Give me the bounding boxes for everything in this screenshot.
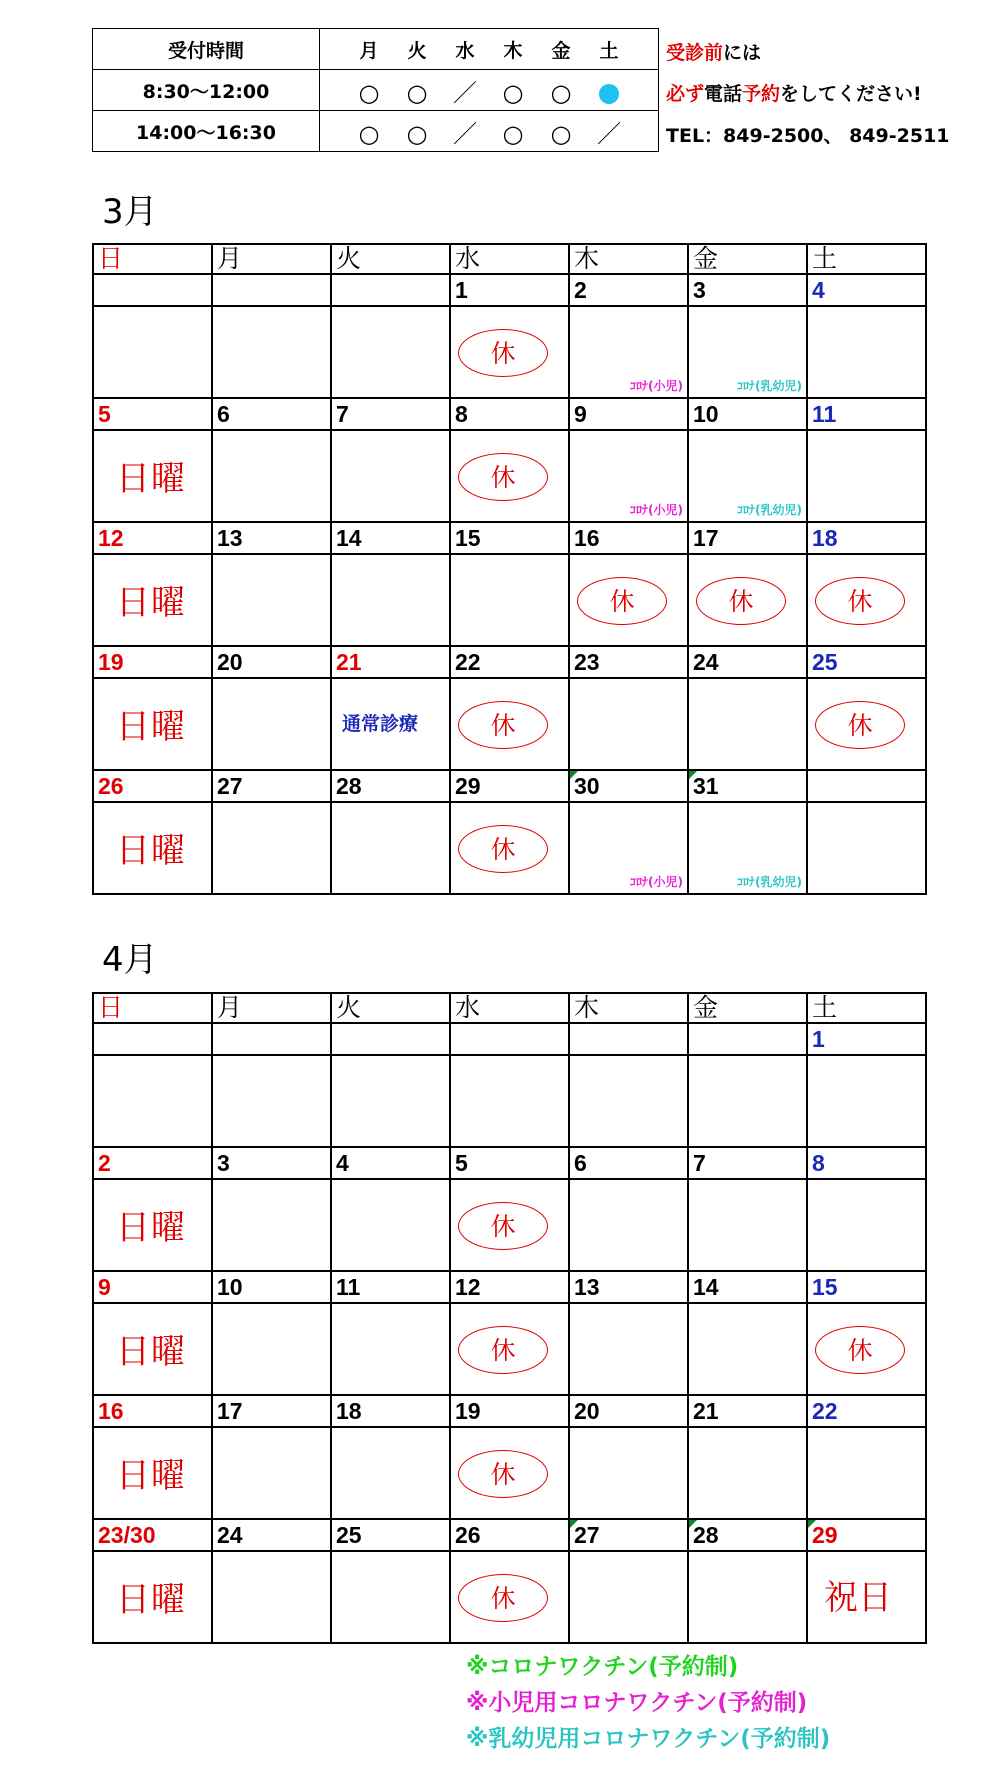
- weekday-header: 水: [450, 244, 569, 274]
- date-number: 1: [807, 1023, 926, 1055]
- sunday-label: 日曜: [116, 583, 186, 623]
- date-cell: [450, 1551, 569, 1643]
- closed-badge: 休: [696, 577, 786, 625]
- mark: ○: [358, 78, 380, 107]
- closed-badge: 休: [458, 825, 548, 873]
- date-number: 3: [688, 274, 807, 306]
- sunday-label: 日曜: [116, 1332, 186, 1372]
- date-cell: [93, 1427, 212, 1519]
- corona-child-label: ｺﾛﾅ(小児): [630, 379, 683, 393]
- date-number: 4: [807, 274, 926, 306]
- date-number: 18: [807, 522, 926, 554]
- date-cell: [688, 802, 807, 894]
- sunday-label: 日曜: [116, 1208, 186, 1248]
- date-number: 21: [688, 1395, 807, 1427]
- date-cell: [450, 554, 569, 646]
- sunday-label: 日曜: [116, 831, 186, 871]
- date-cell: [331, 554, 450, 646]
- date-cell: [93, 554, 212, 646]
- closed-badge: 休: [458, 1326, 548, 1374]
- date-cell: [688, 554, 807, 646]
- calendar-april: [92, 992, 927, 1644]
- date-number: 26: [93, 770, 212, 802]
- date-cell: [569, 1303, 688, 1395]
- mark: ／: [453, 119, 477, 148]
- date-number: 11: [331, 1271, 450, 1303]
- hours-afternoon-time: 14:00～16:30: [93, 111, 320, 152]
- date-cell: [331, 1427, 450, 1519]
- date-number: 19: [450, 1395, 569, 1427]
- date-cell: [212, 802, 331, 894]
- weekday-header: 土: [807, 244, 926, 274]
- date-number: 13: [569, 1271, 688, 1303]
- weekday-header: 火: [331, 244, 450, 274]
- date-number: [450, 1023, 569, 1055]
- date-number: 18: [331, 1395, 450, 1427]
- date-number: [212, 1023, 331, 1055]
- date-cell: [569, 1179, 688, 1271]
- date-cell: [93, 1303, 212, 1395]
- corona-infant-label: ｺﾛﾅ(乳幼児): [737, 875, 802, 889]
- weekday-header: 土: [807, 993, 926, 1023]
- date-cell: [569, 430, 688, 522]
- notice-segment: 予約: [742, 83, 781, 105]
- date-cell: [93, 1179, 212, 1271]
- date-number: 16: [569, 522, 688, 554]
- date-number: [331, 1023, 450, 1055]
- date-cell: [212, 306, 331, 398]
- date-number: 20: [212, 646, 331, 678]
- notice-segment: をしてください!: [780, 83, 922, 105]
- date-cell: [450, 1303, 569, 1395]
- weekday-header: 月: [212, 993, 331, 1023]
- weekday-header: 木: [569, 244, 688, 274]
- month-title-march: 3月: [102, 192, 158, 232]
- date-cell: [569, 802, 688, 894]
- date-number: 14: [331, 522, 450, 554]
- mark-dot: [585, 79, 633, 107]
- date-cell: [93, 430, 212, 522]
- closed-badge: 休: [458, 1450, 548, 1498]
- closed-badge: 休: [815, 577, 905, 625]
- notice-line-2: [666, 79, 922, 106]
- weekday-header: 金: [688, 244, 807, 274]
- date-number: 17: [688, 522, 807, 554]
- date-cell: [569, 554, 688, 646]
- notice-segment: 電話: [704, 83, 743, 105]
- date-cell: [450, 430, 569, 522]
- sunday-label: 日曜: [116, 707, 186, 747]
- comment-marker-icon: [570, 771, 578, 779]
- notice-line-1: [666, 38, 761, 65]
- date-number: 10: [212, 1271, 331, 1303]
- date-number: 23/30: [93, 1519, 212, 1551]
- date-cell: [450, 1055, 569, 1147]
- date-number: 15: [807, 1271, 926, 1303]
- cyan-dot-icon: [599, 84, 619, 104]
- date-number: 9: [93, 1271, 212, 1303]
- sunday-label: 日曜: [116, 459, 186, 499]
- hours-day-thu: 木: [503, 39, 523, 62]
- date-number: 28: [331, 770, 450, 802]
- month-title-april: 4月: [102, 940, 158, 980]
- date-number: 15: [450, 522, 569, 554]
- hours-weekdays: [320, 29, 659, 70]
- date-number: 10: [688, 398, 807, 430]
- date-number: 22: [807, 1395, 926, 1427]
- date-cell: [331, 802, 450, 894]
- hours-morning-marks: [320, 70, 659, 111]
- date-cell: [212, 1551, 331, 1643]
- sunday-label: 日曜: [116, 1580, 186, 1620]
- date-cell: [807, 1179, 926, 1271]
- date-number: 29: [450, 770, 569, 802]
- notice-segment: 必ず: [666, 83, 705, 105]
- closed-badge: 休: [815, 1326, 905, 1374]
- date-number: 2: [569, 274, 688, 306]
- mark: ○: [502, 78, 524, 107]
- closed-badge: 休: [458, 1202, 548, 1250]
- date-number: 8: [807, 1147, 926, 1179]
- weekday-header: 日: [93, 993, 212, 1023]
- date-number: [807, 770, 926, 802]
- date-cell: [807, 1551, 926, 1643]
- corona-child-label: ｺﾛﾅ(小児): [630, 503, 683, 517]
- mark: ○: [550, 119, 572, 148]
- date-number: 6: [569, 1147, 688, 1179]
- date-number: [212, 274, 331, 306]
- date-cell: [331, 1179, 450, 1271]
- date-cell: [450, 1179, 569, 1271]
- date-cell: [569, 1055, 688, 1147]
- date-number: [93, 274, 212, 306]
- hours-day-tue: 火: [407, 39, 427, 62]
- date-number: [93, 1023, 212, 1055]
- date-cell: [688, 1179, 807, 1271]
- date-cell: [450, 678, 569, 770]
- notice-tel: TEL：849-2500、 849-2511: [666, 125, 950, 147]
- date-number: 6: [212, 398, 331, 430]
- date-number: 25: [807, 646, 926, 678]
- date-cell: [93, 678, 212, 770]
- date-cell: [807, 306, 926, 398]
- date-number: 5: [450, 1147, 569, 1179]
- date-number: 28: [688, 1519, 807, 1551]
- closed-badge: 休: [577, 577, 667, 625]
- notice-text: には: [723, 42, 762, 64]
- date-cell: [331, 1551, 450, 1643]
- date-cell: [688, 1055, 807, 1147]
- corona-infant-label: ｺﾛﾅ(乳幼児): [737, 379, 802, 393]
- date-cell: [688, 678, 807, 770]
- hours-day-fri: 金: [551, 39, 571, 62]
- date-cell: [212, 1055, 331, 1147]
- date-number: 24: [212, 1519, 331, 1551]
- comment-marker-icon: [570, 1520, 578, 1528]
- date-cell: [212, 554, 331, 646]
- date-cell: [212, 430, 331, 522]
- date-cell: [212, 1303, 331, 1395]
- weekday-header: 月: [212, 244, 331, 274]
- mark: ／: [597, 119, 621, 148]
- weekday-header: 木: [569, 993, 688, 1023]
- date-number: 20: [569, 1395, 688, 1427]
- mark: ○: [550, 78, 572, 107]
- date-cell: [688, 430, 807, 522]
- corona-infant-label: ｺﾛﾅ(乳幼児): [737, 503, 802, 517]
- date-number: [569, 1023, 688, 1055]
- date-cell: [450, 1427, 569, 1519]
- date-cell: [688, 1303, 807, 1395]
- weekday-header: 火: [331, 993, 450, 1023]
- date-number: 17: [212, 1395, 331, 1427]
- date-cell: [688, 1427, 807, 1519]
- date-cell: [807, 1427, 926, 1519]
- date-number: 3: [212, 1147, 331, 1179]
- legend-corona-child: ※小児用コロナワクチン(予約制): [466, 1690, 808, 1716]
- date-number: 23: [569, 646, 688, 678]
- sunday-label: 日曜: [116, 1456, 186, 1496]
- mark: ○: [406, 119, 428, 148]
- date-number: 7: [688, 1147, 807, 1179]
- date-number: 5: [93, 398, 212, 430]
- weekday-header: 金: [688, 993, 807, 1023]
- date-cell: [807, 678, 926, 770]
- date-number: 4: [331, 1147, 450, 1179]
- date-number: 25: [331, 1519, 450, 1551]
- holiday-label: 祝日: [824, 1578, 892, 1618]
- date-cell: [331, 678, 450, 770]
- calendar-march: [92, 243, 927, 895]
- date-cell: [688, 1551, 807, 1643]
- date-number: 12: [450, 1271, 569, 1303]
- date-cell: [93, 802, 212, 894]
- date-cell: [212, 1179, 331, 1271]
- closed-badge: 休: [458, 1574, 548, 1622]
- hours-morning-time: 8:30～12:00: [93, 70, 320, 111]
- date-cell: [212, 678, 331, 770]
- closed-badge: 休: [458, 329, 548, 377]
- date-cell: [807, 1303, 926, 1395]
- date-number: 24: [688, 646, 807, 678]
- hours-afternoon-marks: [320, 111, 659, 152]
- date-number: 1: [450, 274, 569, 306]
- date-number: 27: [212, 770, 331, 802]
- weekday-header: 水: [450, 993, 569, 1023]
- date-number: 12: [93, 522, 212, 554]
- date-number: 14: [688, 1271, 807, 1303]
- date-cell: [688, 306, 807, 398]
- date-number: 29: [807, 1519, 926, 1551]
- date-cell: [331, 1303, 450, 1395]
- date-cell: [93, 1055, 212, 1147]
- comment-marker-icon: [689, 771, 697, 779]
- date-number: [331, 274, 450, 306]
- legend-corona: ※コロナワクチン(予約制): [466, 1654, 739, 1680]
- hours-day-mon: 月: [359, 39, 379, 62]
- regular-clinic-label: 通常診療: [342, 713, 419, 735]
- date-cell: [569, 1427, 688, 1519]
- closed-badge: 休: [458, 453, 548, 501]
- closed-badge: 休: [815, 701, 905, 749]
- hours-header-label: 受付時間: [93, 29, 320, 70]
- date-cell: [569, 1551, 688, 1643]
- date-number: 16: [93, 1395, 212, 1427]
- date-number: 30: [569, 770, 688, 802]
- date-cell: [569, 678, 688, 770]
- date-number: 7: [331, 398, 450, 430]
- date-cell: [331, 306, 450, 398]
- comment-marker-icon: [808, 1520, 816, 1528]
- mark: ○: [502, 119, 524, 148]
- mark: ○: [358, 119, 380, 148]
- date-cell: [807, 1055, 926, 1147]
- date-number: 19: [93, 646, 212, 678]
- date-cell: [93, 1551, 212, 1643]
- date-number: 2: [93, 1147, 212, 1179]
- date-number: 8: [450, 398, 569, 430]
- closed-badge: 休: [458, 701, 548, 749]
- mark: ／: [453, 78, 477, 107]
- date-cell: [807, 802, 926, 894]
- date-number: 26: [450, 1519, 569, 1551]
- date-number: 9: [569, 398, 688, 430]
- date-cell: [212, 1427, 331, 1519]
- date-number: 22: [450, 646, 569, 678]
- reception-hours-table: [92, 28, 659, 152]
- date-number: [688, 1023, 807, 1055]
- date-cell: [331, 430, 450, 522]
- date-number: 31: [688, 770, 807, 802]
- mark: ○: [406, 78, 428, 107]
- legend-corona-infant: ※乳幼児用コロナワクチン(予約制): [466, 1726, 831, 1752]
- date-cell: [331, 1055, 450, 1147]
- date-number: 27: [569, 1519, 688, 1551]
- date-number: 13: [212, 522, 331, 554]
- corona-child-label: ｺﾛﾅ(小児): [630, 875, 683, 889]
- notice-red-text: 受診前: [666, 42, 724, 64]
- date-number: 21: [331, 646, 450, 678]
- date-cell: [807, 554, 926, 646]
- date-cell: [569, 306, 688, 398]
- date-cell: [450, 802, 569, 894]
- hours-day-wed: 水: [455, 39, 475, 62]
- weekday-header: 日: [93, 244, 212, 274]
- comment-marker-icon: [689, 1520, 697, 1528]
- date-cell: [450, 306, 569, 398]
- date-cell: [93, 306, 212, 398]
- date-cell: [807, 430, 926, 522]
- date-number: 11: [807, 398, 926, 430]
- hours-day-sat: 土: [599, 39, 619, 62]
